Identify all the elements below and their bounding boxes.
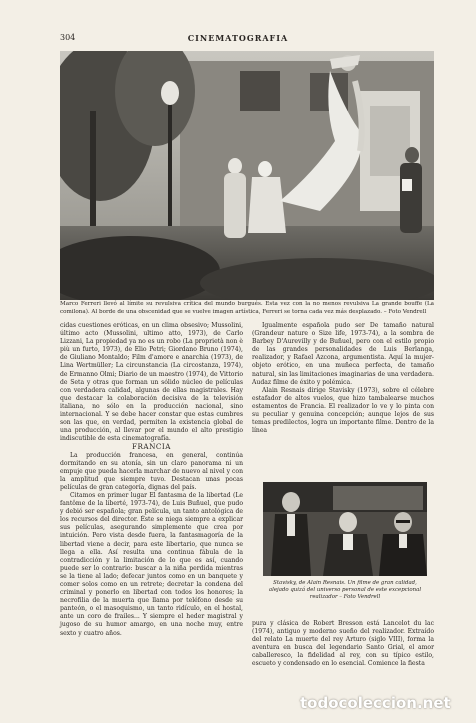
right-paragraph-2: Alain Resnais dirige Stavisky (1973), sobre el célebre estafador de altos vuelos, que hizo tambalearse muchos estamentos de Francia. El realizador lo ve y lo pinta con su peculiar y genuina concepción; aunque lejos de sus temas predilectos, logra un importante filme. Dentro de la línea <box>252 386 434 435</box>
page-number: 304 <box>60 33 76 42</box>
top-photo-illustration <box>60 51 434 300</box>
mid-photo-illustration <box>263 482 427 576</box>
running-title: CINEMATOGRAFIA <box>187 33 289 43</box>
section-title-francia: FRANCIA <box>132 442 171 452</box>
middle-photo-caption: Stavisky, de Alain Resnais. Un filme de gran calidad, alejado quizá del universo personal de este excepcional realizador – Foto Vendrell <box>268 580 422 601</box>
right-paragraph-1: Igualmente española pudo ser De tamaño natural (Grandeur nature o Size life, 1973-74), a la sombra de Barbey D'Aurevilly y de Buñuel, pero con el estilo propio de las grandes personalidades de Luis Berlanga, realizador, y Rafael Azcona, argumentista. Aquí la mujer-objeto erótico, en una muñeca perfecta, de tamaño natural, sin las limitaciones imaginarias de una verdadera. Audaz filme de éxito y polémica. <box>252 322 434 386</box>
middle-photograph <box>263 482 427 576</box>
left-column <box>60 322 243 638</box>
top-photograph <box>60 51 434 300</box>
right-column-lower <box>252 620 434 669</box>
left-paragraph-3: Citamos en primer lugar El fantasma de la libertad (Le fantôme de la liberté, 1973-74), de Luis Buñuel, que pudo y debió ser española; gran película, un tanto antológica de los recursos del director. Éste se niega siempre a explicar sus películas, asegurando simplemente que crea por intuición. Pero vista desde fuera, la fantasmagoría de la libertad viene a decir, para este libertario, que nunca se llega a ella. Así resulta una continua fábula de la contradicción y la limitación de lo que es así, cuando puede ser lo contrario: buscar a la niña perdida mientras se la tiene al lado; defecar juntos como en un banquete y comer solos como en un retrete; decretar la condena del criminal y ponerlo en libertad con todos los honores; la necrofilia de la muerta que llama por teléfono desde su panteón, o el masoquismo, un tanto ridículo, en el hostal, ante un coro de frailes... Y siempre el heder magistral y jugoso de su humor amargo, en una noche muy, entre sexto y cuatro años. <box>60 491 243 637</box>
left-paragraph-2: La producción francesa, en general, continúa dormitando en su atonía, sin un claro panorama ni un empuje que pueda hacerla marchar de nuevo al nivel y con la amplitud que siempre tuvo. Destacan unas pocas películas de gran categoría, dignas del país. <box>60 451 243 491</box>
right-column-upper <box>252 322 434 435</box>
top-photo-caption: Marco Ferreri llevó al límite su revulsiva crítica del mundo burgués. Esta vez con la no menos revulsiva La grande bouffe (La comilona). Al borde de una obscenidad que se vuelve imagen artística, Ferreri se torna cada vez más desplazado. – Foto Vendrell <box>60 301 434 315</box>
left-paragraph-1: cidas cuestiones eróticas, en un clima obsesivo; Mussolini, último acto (Mussolini, ultimo atto, 1973), de Carlo Lizzani, La propiedad ya no es un robo (La proprietà non è più un furto, 1973), de Elio Petri; Giordano Bruno (1974), de Giuliano Montaldo; Film d'amore e anarchia (1973), de Lina Wertmüller; La circunstancia (La circostanza, 1974), de Ermanno Olmi; Diario de un maestro (1974), de Vittorio de Seta y otras que forman un sólido núcleo de películas con verdadera calidad, algunas de ellas magistrales. Hay que destacar la colaboración decisiva de la televisión italiana, no sólo en la producción nacional, sino internacional. Y se debe hacer constar que estas cumbres son las que, en verdad, permiten la existencia global de una producción, al llevar por el mundo el alto prestigio indiscutible de esta cinematografía. <box>60 322 243 443</box>
watermark: todocoleccion.net <box>300 694 451 712</box>
right-paragraph-3: pura y clásica de Robert Bresson está Lancelot du lac (1974), antiguo y moderno sueño del realizador. Extraído del relato La muerte del rey Arturo (siglo VIII), forma la aventura en busca del legendario Santo Grial, el amor caballeresco, la fidelidad al rey, con su típico estilo, escueto y condensado en lo esencial. Comience la fiesta <box>252 620 434 668</box>
